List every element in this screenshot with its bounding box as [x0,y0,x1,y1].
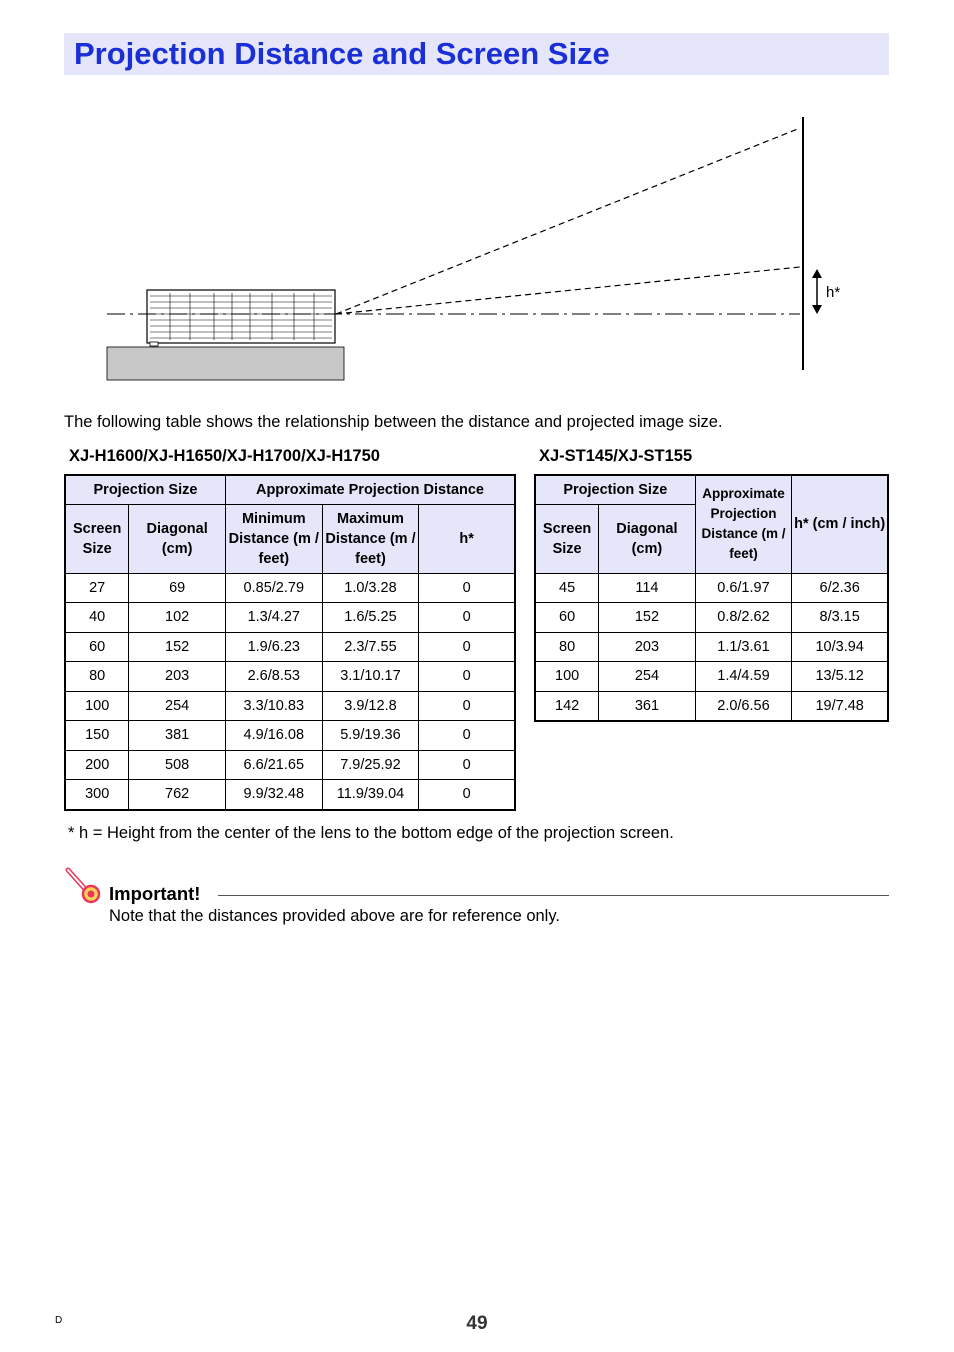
footnote: * h = Height from the center of the lens to the bottom edge of the projection screen. [68,824,674,842]
table-row [65,721,515,751]
table-cell: 300 [65,780,129,810]
table-row [65,780,515,810]
table-row [535,662,888,692]
table-cell: 80 [65,662,129,692]
table-cell: 2.6/8.53 [225,662,322,692]
table-cell: 0.8/2.62 [695,603,792,633]
table-cell: 100 [535,662,599,692]
table-cell: 10/3.94 [792,632,888,662]
header-screen-size: Screen Size [535,504,599,573]
table-row [535,603,888,633]
important-divider [218,895,889,896]
table-cell: 3.3/10.83 [225,691,322,721]
table-cell: 203 [599,632,695,662]
projection-diagram [0,100,954,390]
table-cell: 0 [419,662,515,692]
table-xj-st-series [534,474,889,722]
intro-text: The following table shows the relationship between the distance and projected image size. [64,413,723,431]
table-cell: 11.9/39.04 [322,780,419,810]
table-row [65,750,515,780]
table-cell: 1.0/3.28 [322,573,419,603]
projection-ray-top [336,128,800,314]
table-cell: 0 [419,780,515,810]
table-cell: 0 [419,721,515,751]
table-cell: 5.9/19.36 [322,721,419,751]
table-cell: 203 [129,662,226,692]
table-cell: 27 [65,573,129,603]
header-projection-size: Projection Size [535,475,695,504]
table-cell: 60 [535,603,599,633]
table1-model-label: XJ-H1600/XJ-H1650/XJ-H1700/XJ-H1750 [69,447,380,465]
table-cell: 4.9/16.08 [225,721,322,751]
table-cell: 1.9/6.23 [225,632,322,662]
header-min-distance: Minimum Distance (m / feet) [225,504,322,573]
table-cell: 1.6/5.25 [322,603,419,633]
table-cell: 152 [599,603,695,633]
table-cell: 8/3.15 [792,603,888,633]
table-cell: 80 [535,632,599,662]
table-cell: 45 [535,573,599,603]
table-surface [107,347,344,380]
header-diagonal: Diagonal (cm) [599,504,695,573]
table-cell: 1.4/4.59 [695,662,792,692]
table-cell: 254 [129,691,226,721]
table-cell: 9.9/32.48 [225,780,322,810]
table-cell: 1.1/3.61 [695,632,792,662]
table-cell: 6.6/21.65 [225,750,322,780]
table-row [535,573,888,603]
title-bar [64,33,889,75]
projector-icon [147,290,335,346]
table-cell: 0 [419,603,515,633]
header-diagonal: Diagonal (cm) [129,504,226,573]
height-arrow-icon [812,269,822,314]
table-cell: 254 [599,662,695,692]
table-cell: 0.6/1.97 [695,573,792,603]
table-cell: 142 [535,691,599,721]
table-cell: 60 [65,632,129,662]
table-cell: 6/2.36 [792,573,888,603]
table-cell: 2.3/7.55 [322,632,419,662]
table-cell: 13/5.12 [792,662,888,692]
table-cell: 3.1/10.17 [322,662,419,692]
header-h: h* [419,504,515,573]
table-row [65,691,515,721]
table-cell: 1.3/4.27 [225,603,322,633]
header-approx-distance: Approximate Projection Distance (m / feet) [695,475,792,573]
table-cell: 0 [419,632,515,662]
table2-model-label: XJ-ST145/XJ-ST155 [539,447,693,465]
table1-body [65,573,515,810]
header-h: h* (cm / inch) [792,475,888,573]
table-cell: 19/7.48 [792,691,888,721]
header-screen-size: Screen Size [65,504,129,573]
header-approx-distance: Approximate Projection Distance [225,475,515,504]
height-label: h* [826,284,841,301]
table-cell: 0.85/2.79 [225,573,322,603]
table-row [535,691,888,721]
table-cell: 508 [129,750,226,780]
table-cell: 0 [419,750,515,780]
projection-ray-bottom [336,267,800,314]
table-cell: 69 [129,573,226,603]
table-xj-h-series [64,474,516,811]
table-row [65,573,515,603]
footer-mark: D [55,1315,63,1326]
table-row [65,603,515,633]
table-row [65,632,515,662]
table-cell: 361 [599,691,695,721]
table-row [535,632,888,662]
table-cell: 381 [129,721,226,751]
important-pin-icon [64,866,106,906]
table-cell: 40 [65,603,129,633]
table-cell: 0 [419,573,515,603]
header-projection-size: Projection Size [65,475,225,504]
important-text: Note that the distances provided above are for reference only. [109,907,560,925]
table-cell: 200 [65,750,129,780]
table-cell: 7.9/25.92 [322,750,419,780]
table-cell: 100 [65,691,129,721]
important-title: Important! [109,883,201,904]
table-cell: 3.9/12.8 [322,691,419,721]
page-title: Projection Distance and Screen Size [74,36,610,71]
table-cell: 102 [129,603,226,633]
table-cell: 152 [129,632,226,662]
table-row [65,662,515,692]
table-cell: 150 [65,721,129,751]
table-cell: 2.0/6.56 [695,691,792,721]
table-cell: 0 [419,691,515,721]
table-cell: 762 [129,780,226,810]
table2-body [535,573,888,721]
page-number: 49 [466,1313,488,1334]
header-max-distance: Maximum Distance (m / feet) [322,504,419,573]
table-cell: 114 [599,573,695,603]
